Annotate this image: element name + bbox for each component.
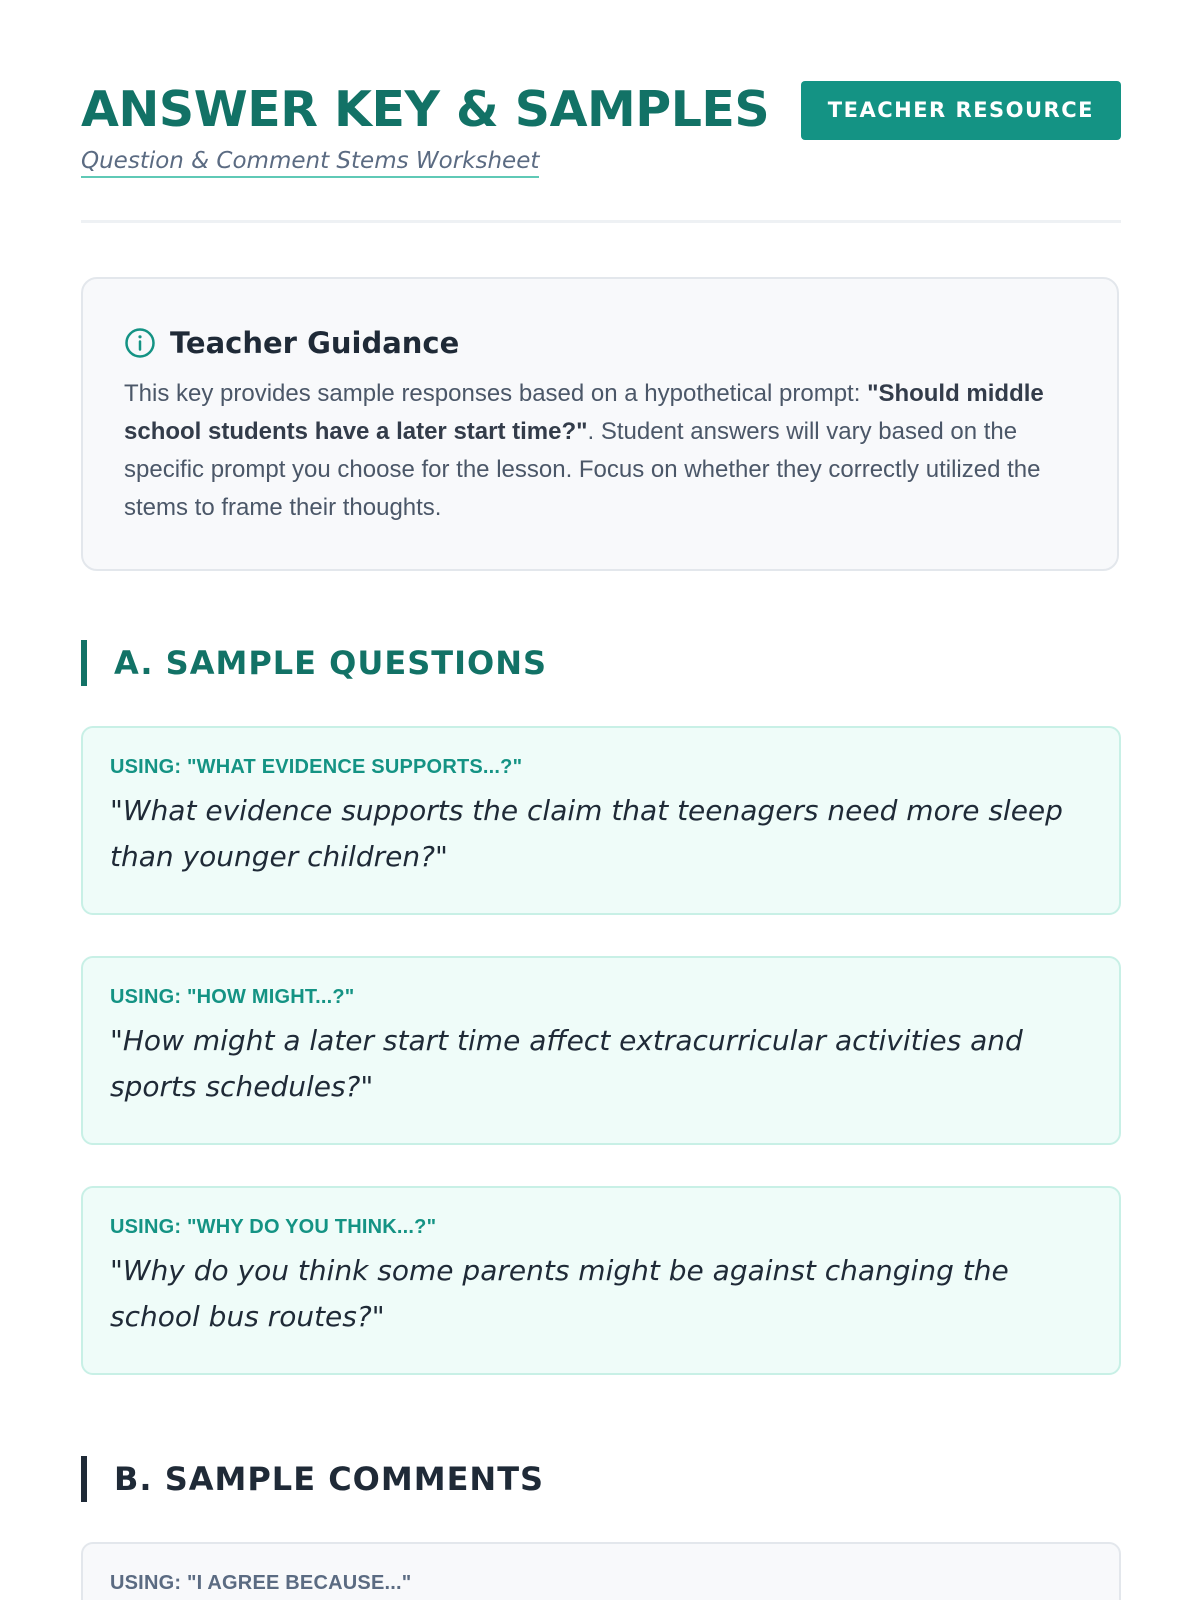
page-header [81,78,1121,188]
guidance-prompt: "Should middle school students have a later start time?" [124,380,1044,445]
info-circle-icon [124,327,156,359]
worksheet-subtitle[interactable]: Question & Comment Stems Worksheet [81,146,539,178]
section-a-heading [81,640,1121,686]
section-a-accent-bar [81,640,87,686]
question-sample-text: "Why do you think some parents might be against changing the school bus routes?" [110,1254,1009,1333]
comment-stem-label: USING: "I AGREE BECAUSE..." [110,1572,412,1594]
section-b-heading [81,1456,1121,1502]
guidance-text [124,375,1077,527]
guidance-text-rest: . Student answers will vary based on the specific prompt you choose for the lesson. Focus on whether they correctly utilized the stems to frame their thoughts. [124,418,1041,521]
question-stem-label: USING: "WHY DO YOU THINK...?" [110,1216,437,1238]
section-b-accent-bar [81,1456,87,1502]
page-title: ANSWER KEY & SAMPLES [81,81,770,138]
guidance-text-intro: This key provides sample responses based on a hypothetical prompt: [124,380,868,407]
sample-question-card [81,726,1121,915]
section-a-title: A. SAMPLE QUESTIONS [114,644,548,682]
teacher-resource-badge[interactable]: TEACHER RESOURCE [801,81,1121,140]
teacher-guidance-box [81,277,1119,571]
sample-comment-card [81,1542,1121,1600]
question-stem-label: USING: "HOW MIGHT...?" [110,986,355,1008]
sample-question-card [81,956,1121,1145]
question-sample-text: "How might a later start time affect extracurricular activities and sports schedules?" [110,1024,1023,1103]
header-divider [81,220,1121,223]
sample-question-card [81,1186,1121,1375]
section-b-title: B. SAMPLE COMMENTS [114,1460,545,1498]
question-sample-text: "What evidence supports the claim that teenagers need more sleep than younger children?" [110,794,1063,873]
guidance-header [124,323,1077,363]
question-stem-label: USING: "WHAT EVIDENCE SUPPORTS...?" [110,756,523,778]
guidance-title: Teacher Guidance [170,326,460,360]
